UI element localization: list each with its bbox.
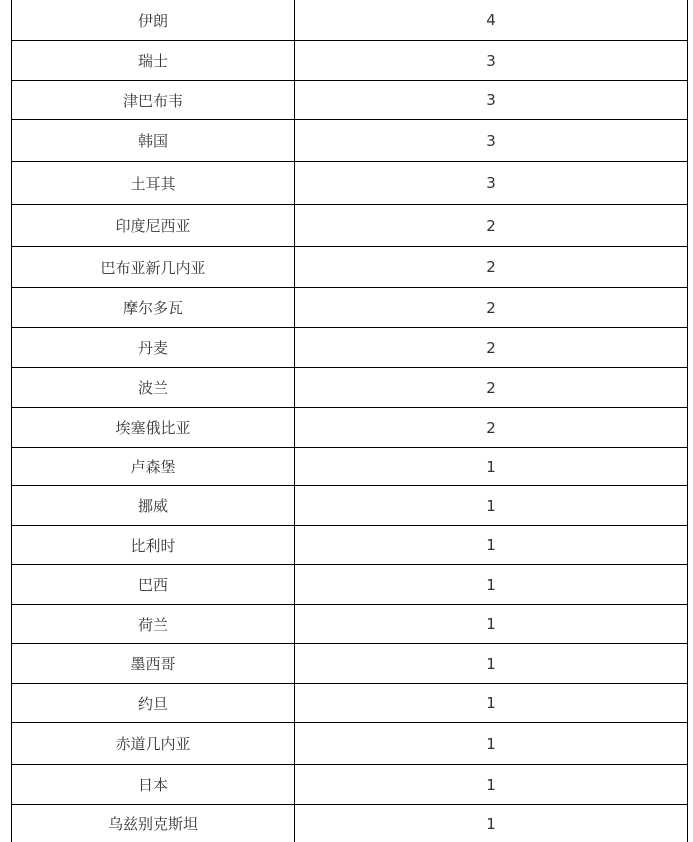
country-cell: 荷兰 xyxy=(12,605,295,643)
count-cell: 1 xyxy=(486,814,496,833)
country-cell: 津巴布韦 xyxy=(12,81,295,119)
table-row xyxy=(12,368,687,408)
country-cell: 波兰 xyxy=(12,368,295,407)
table-row xyxy=(12,765,687,805)
table-row xyxy=(12,81,687,120)
count-cell: 1 xyxy=(486,654,496,673)
table-row xyxy=(12,526,687,565)
count-cell: 1 xyxy=(486,615,496,633)
country-cell: 卢森堡 xyxy=(12,448,295,485)
country-cell: 巴布亚新几内亚 xyxy=(12,247,295,287)
country-cell: 韩国 xyxy=(12,120,295,161)
count-cell: 3 xyxy=(486,51,496,70)
table-row xyxy=(12,408,687,448)
count-cell: 2 xyxy=(486,378,496,397)
country-cell: 土耳其 xyxy=(12,162,295,204)
country-cell: 墨西哥 xyxy=(12,644,295,683)
count-cell: 1 xyxy=(486,457,496,476)
country-cell: 赤道几内亚 xyxy=(12,723,295,764)
count-cell: 1 xyxy=(486,575,496,594)
table-row xyxy=(12,205,687,247)
table-row xyxy=(12,247,687,288)
country-cell: 巴西 xyxy=(12,565,295,604)
country-count-table xyxy=(11,0,688,842)
country-cell: 约旦 xyxy=(12,684,295,722)
table-row xyxy=(12,120,687,162)
count-cell: 1 xyxy=(486,694,496,712)
table-row xyxy=(12,328,687,368)
table-row xyxy=(12,288,687,328)
table-row xyxy=(12,644,687,684)
country-cell: 挪威 xyxy=(12,486,295,525)
count-cell: 3 xyxy=(486,91,496,109)
country-cell: 比利时 xyxy=(12,526,295,564)
count-cell: 2 xyxy=(486,298,496,317)
country-cell: 印度尼西亚 xyxy=(12,205,295,246)
country-cell: 丹麦 xyxy=(12,328,295,367)
count-cell: 1 xyxy=(486,496,496,515)
table-row xyxy=(12,684,687,723)
count-cell: 1 xyxy=(486,536,496,554)
table-row xyxy=(12,41,687,81)
table-row xyxy=(12,805,687,842)
country-cell: 瑞士 xyxy=(12,41,295,80)
country-cell: 伊朗 xyxy=(12,0,295,40)
table-row xyxy=(12,605,687,644)
count-cell: 3 xyxy=(486,174,496,192)
country-cell: 摩尔多瓦 xyxy=(12,288,295,327)
table-row xyxy=(12,486,687,526)
country-cell: 乌兹别克斯坦 xyxy=(12,805,295,842)
count-cell: 2 xyxy=(486,258,496,276)
count-cell: 2 xyxy=(486,338,496,357)
table-row xyxy=(12,723,687,765)
country-cell: 日本 xyxy=(12,765,295,804)
table-row xyxy=(12,162,687,205)
count-cell: 2 xyxy=(486,216,496,235)
count-cell: 2 xyxy=(486,418,496,437)
table-row xyxy=(12,0,687,41)
table-row xyxy=(12,565,687,605)
table-row xyxy=(12,448,687,486)
count-cell: 1 xyxy=(486,775,496,794)
count-cell: 1 xyxy=(486,734,496,753)
country-cell: 埃塞俄比亚 xyxy=(12,408,295,447)
count-cell: 4 xyxy=(486,11,496,29)
count-cell: 3 xyxy=(486,131,496,150)
